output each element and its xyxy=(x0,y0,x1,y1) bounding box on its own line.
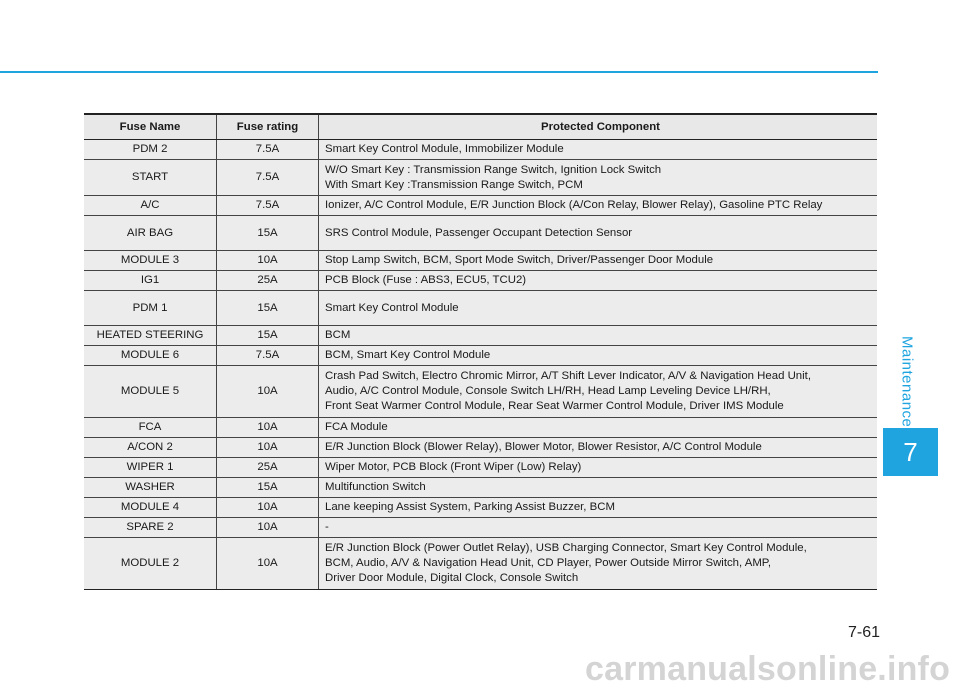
fuse-name-cell: A/CON 2 xyxy=(84,438,217,458)
fuse-name-cell: START xyxy=(84,160,217,196)
table-row xyxy=(84,216,877,251)
fuse-name-cell: MODULE 2 xyxy=(84,538,217,590)
header-fuse-rating: Fuse rating xyxy=(217,114,319,140)
protected-component-cell xyxy=(319,271,878,291)
component-line: Crash Pad Switch, Electro Chromic Mirror, A/T Shift Lever Indicator, A/V & Navigation Head Unit, xyxy=(325,370,811,382)
component-line: Stop Lamp Switch, BCM, Sport Mode Switch, Driver/Passenger Door Module xyxy=(325,254,714,266)
table-row xyxy=(84,478,877,498)
fuse-name-cell: FCA xyxy=(84,418,217,438)
component-line: Driver Door Module, Digital Clock, Console Switch xyxy=(325,572,579,584)
page-number: 7-61 xyxy=(847,624,880,641)
fuse-name-cell: MODULE 3 xyxy=(84,251,217,271)
protected-component-cell xyxy=(319,366,878,418)
table-header-row xyxy=(84,114,877,140)
table-row xyxy=(84,366,877,418)
fuse-rating-cell: 25A xyxy=(217,458,319,478)
fuse-name-cell: MODULE 4 xyxy=(84,498,217,518)
header-protected-component: Protected Component xyxy=(319,114,878,140)
fuse-name-cell: MODULE 6 xyxy=(84,346,217,366)
table-row xyxy=(84,518,877,538)
fuse-rating-cell: 15A xyxy=(217,326,319,346)
component-line: Ionizer, A/C Control Module, E/R Junction Block (A/Con Relay, Blower Relay), Gasoline PTC Relay xyxy=(325,199,823,211)
fuse-table xyxy=(84,113,877,590)
component-line: BCM xyxy=(325,329,351,341)
fuse-table-body xyxy=(84,140,877,590)
table-row xyxy=(84,160,877,196)
fuse-rating-cell: 7.5A xyxy=(217,346,319,366)
table-row xyxy=(84,251,877,271)
protected-component-cell xyxy=(319,140,878,160)
table-row xyxy=(84,498,877,518)
table-row xyxy=(84,438,877,458)
table-row xyxy=(84,418,877,438)
fuse-name-cell: WIPER 1 xyxy=(84,458,217,478)
table-row xyxy=(84,326,877,346)
protected-component-cell xyxy=(319,438,878,458)
component-line: Wiper Motor, PCB Block (Front Wiper (Low) Relay) xyxy=(325,461,582,473)
component-line: Smart Key Control Module, Immobilizer Module xyxy=(325,143,564,155)
table-row xyxy=(84,291,877,326)
table-row xyxy=(84,196,877,216)
component-line: Smart Key Control Module xyxy=(325,301,459,314)
protected-component-cell xyxy=(319,216,878,251)
fuse-rating-cell: 10A xyxy=(217,498,319,518)
table-row xyxy=(84,346,877,366)
fuse-rating-cell: 10A xyxy=(217,251,319,271)
fuse-rating-cell: 10A xyxy=(217,538,319,590)
component-line: BCM, Audio, A/V & Navigation Head Unit, CD Player, Power Outside Mirror Switch, AMP, xyxy=(325,557,772,569)
component-line: Front Seat Warmer Control Module, Rear Seat Warmer Control Module, Driver IMS Module xyxy=(325,400,784,412)
component-line: PCB Block (Fuse : ABS3, ECU5, TCU2) xyxy=(325,274,527,286)
protected-component-cell xyxy=(319,346,878,366)
component-line: BCM, Smart Key Control Module xyxy=(325,349,491,361)
component-line: - xyxy=(325,521,329,533)
component-line: E/R Junction Block (Blower Relay), Blower Motor, Blower Resistor, A/C Control Module xyxy=(325,441,762,453)
protected-component-cell xyxy=(319,518,878,538)
component-line: E/R Junction Block (Power Outlet Relay), USB Charging Connector, Smart Key Control Module, xyxy=(325,542,807,554)
fuse-name-cell: HEATED STEERING xyxy=(84,326,217,346)
chapter-number-badge: 7 xyxy=(883,428,938,476)
fuse-name-cell: PDM 1 xyxy=(84,291,217,326)
fuse-name-cell: MODULE 5 xyxy=(84,366,217,418)
section-label: Maintenance xyxy=(898,336,916,428)
fuse-rating-cell: 15A xyxy=(217,478,319,498)
header-fuse-name: Fuse Name xyxy=(84,114,217,140)
component-line: Lane keeping Assist System, Parking Assist Buzzer, BCM xyxy=(325,501,615,513)
table-row xyxy=(84,271,877,291)
fuse-name-cell: SPARE 2 xyxy=(84,518,217,538)
fuse-rating-cell: 7.5A xyxy=(217,196,319,216)
fuse-rating-cell: 7.5A xyxy=(217,140,319,160)
table-row xyxy=(84,458,877,478)
fuse-name-cell: IG1 xyxy=(84,271,217,291)
protected-component-cell xyxy=(319,498,878,518)
protected-component-cell xyxy=(319,458,878,478)
component-line: With Smart Key :Transmission Range Switch, PCM xyxy=(325,178,583,191)
protected-component-cell xyxy=(319,160,878,196)
protected-component-cell xyxy=(319,291,878,326)
table-row xyxy=(84,140,877,160)
fuse-rating-cell: 7.5A xyxy=(217,160,319,196)
protected-component-cell xyxy=(319,326,878,346)
protected-component-cell xyxy=(319,251,878,271)
fuse-rating-cell: 10A xyxy=(217,518,319,538)
protected-component-cell xyxy=(319,478,878,498)
component-line: Audio, A/C Control Module, Console Switch LH/RH, Head Lamp Leveling Device LH/RH, xyxy=(325,385,771,397)
fuse-rating-cell: 25A xyxy=(217,271,319,291)
protected-component-cell xyxy=(319,418,878,438)
watermark: carmanualsonline.info xyxy=(585,650,951,688)
fuse-rating-cell: 10A xyxy=(217,366,319,418)
fuse-name-cell: WASHER xyxy=(84,478,217,498)
fuse-name-cell: PDM 2 xyxy=(84,140,217,160)
top-rule xyxy=(0,71,878,73)
fuse-rating-cell: 10A xyxy=(217,418,319,438)
component-line: Multifunction Switch xyxy=(325,481,426,493)
protected-component-cell xyxy=(319,196,878,216)
component-line: FCA Module xyxy=(325,421,388,433)
fuse-rating-cell: 10A xyxy=(217,438,319,458)
fuse-name-cell: AIR BAG xyxy=(84,216,217,251)
component-line: SRS Control Module, Passenger Occupant Detection Sensor xyxy=(325,226,633,239)
table-row xyxy=(84,538,877,590)
fuse-rating-cell: 15A xyxy=(217,216,319,251)
protected-component-cell xyxy=(319,538,878,590)
component-line: W/O Smart Key : Transmission Range Switch, Ignition Lock Switch xyxy=(325,163,662,176)
fuse-rating-cell: 15A xyxy=(217,291,319,326)
fuse-name-cell: A/C xyxy=(84,196,217,216)
